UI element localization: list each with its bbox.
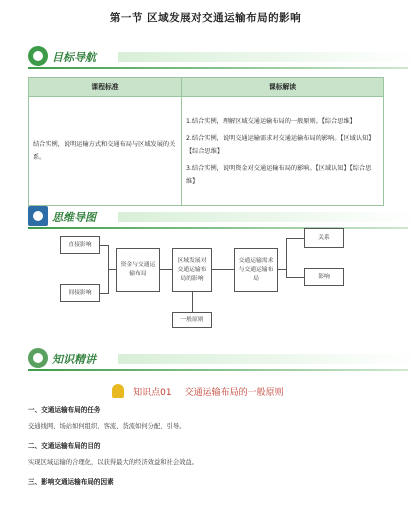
knowledge-point-heading <box>112 380 382 396</box>
connector-line <box>286 238 287 278</box>
section-objectives-header <box>28 46 408 68</box>
connector-line <box>192 292 193 312</box>
knowledge-item-heading: 三、影响交通运输布局的因素 <box>28 478 114 486</box>
section-knowledge-header <box>28 348 408 370</box>
table-header-standard: 课程标准 <box>29 78 182 97</box>
mindmap-node-impact: 影响 <box>304 268 344 286</box>
connector-line <box>100 293 108 294</box>
section-bar <box>118 212 411 222</box>
standards-table <box>28 77 384 206</box>
interpretation-item: 3.结合实例，说明资金对交通运输布局的影响。【区域认知】【综合思维】 <box>186 164 372 185</box>
mindmap-node-indirect: 间接影响 <box>60 284 100 302</box>
table-header-row <box>29 78 384 97</box>
knowledge-item-text: 实现区域运输的合理化，以获得最大的经济效益和社会效益。 <box>28 459 199 466</box>
person-icon <box>112 384 124 398</box>
connector-line <box>212 269 234 270</box>
connector-line <box>108 269 116 270</box>
table-row <box>29 97 384 206</box>
table-header-interpretation: 课标解读 <box>182 78 384 97</box>
knowledge-point-title: 交通运输布局的一般原则 <box>184 388 284 398</box>
connector-line <box>100 245 108 246</box>
connector-line <box>286 277 304 278</box>
section-mindmap-header <box>28 206 408 228</box>
mindmap-node-factors: 资金与交通运输布局 <box>116 248 160 292</box>
book-icon <box>28 206 48 226</box>
section-knowledge-label: 知识精讲 <box>52 353 96 366</box>
section-mindmap-label: 思维导图 <box>52 211 96 224</box>
globe-icon <box>28 348 48 368</box>
connector-line <box>286 238 304 239</box>
connector-line <box>278 269 286 270</box>
interpretation-item: 1.结合实例，理解区域交通运输布局的一般原则。【综合思维】 <box>186 117 356 125</box>
section-divider <box>28 67 408 69</box>
knowledge-item-text: 交通线网、场站如何组织、客流、货流如何分配、引导。 <box>28 423 186 430</box>
page-title: 第一节 区域发展对交通运输布局的影响 <box>109 12 302 24</box>
section-objectives-label: 目标导航 <box>52 51 96 64</box>
mindmap-node-demand: 交通运输需求与交通运输布局 <box>234 248 278 292</box>
knowledge-point-label: 知识点01 <box>133 388 172 398</box>
knowledge-content <box>28 404 388 486</box>
section-divider <box>28 369 408 371</box>
knowledge-item-heading: 二、交通运输布局的目的 <box>28 442 101 450</box>
interpretation-item: 2.结合实例，说明交通运输需求对交通运输布局的影响。【区域认知】【综合思维】 <box>186 134 375 155</box>
mindmap-node-relation: 关系 <box>304 228 344 248</box>
standard-cell: 结合实例，说明运输方式和交通布局与区域发展的关系。 <box>29 97 182 206</box>
section-divider <box>28 227 408 229</box>
mindmap-node-principle: 一般原则 <box>172 312 212 328</box>
section-bar <box>118 52 411 62</box>
knowledge-item-heading: 一、交通运输布局的任务 <box>28 406 101 414</box>
section-bar <box>118 354 411 364</box>
connector-line <box>160 269 172 270</box>
mindmap-node-center: 区域发展对交通运输布局的影响 <box>172 248 212 292</box>
interpretation-cell <box>182 97 384 206</box>
mindmap-node-direct: 直接影响 <box>60 236 100 254</box>
target-icon <box>28 46 48 66</box>
